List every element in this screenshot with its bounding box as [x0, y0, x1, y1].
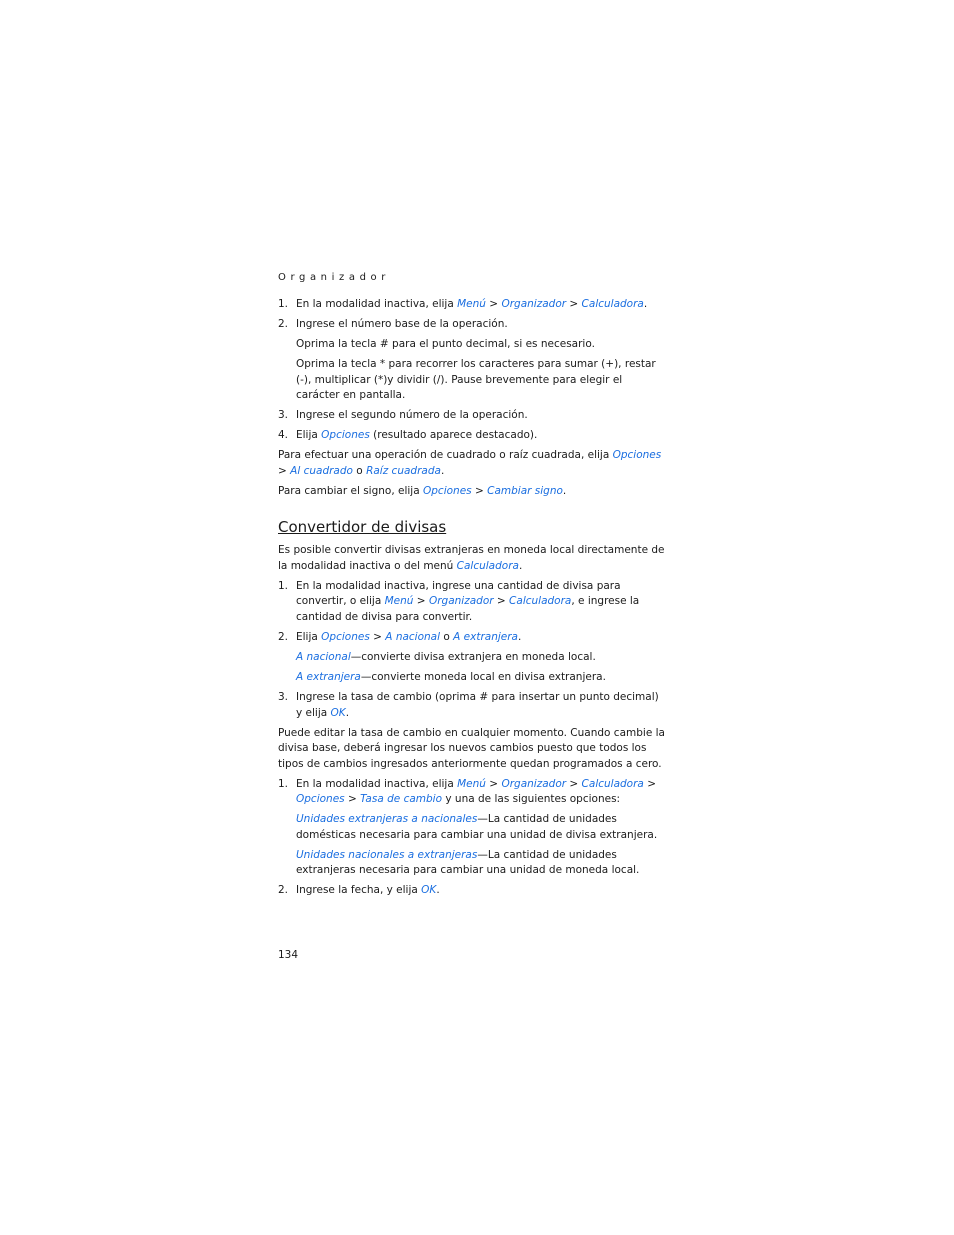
opciones-link[interactable]: Opciones [321, 429, 370, 442]
cambiar-signo-link[interactable]: Cambiar signo [487, 484, 563, 497]
opciones-link[interactable]: Opciones [321, 631, 370, 644]
calculadora-link[interactable]: Calculadora [581, 777, 644, 790]
paragraph: Es posible convertir divisas extranjeras en moneda local directamente de la modalidad inactiva o del menú Calculadora. [278, 544, 665, 572]
calculadora-link[interactable]: Calculadora [509, 595, 572, 608]
opciones-link[interactable]: Opciones [612, 449, 662, 462]
list-item: 2. Elija Opciones > A nacional o A extranjera. [278, 631, 522, 644]
menu-link[interactable]: Menú [457, 298, 486, 310]
list-item: 1. En la modalidad inactiva, elija Menú > Organizador > Calculadora. [278, 298, 648, 310]
option-description: A extranjera—convierte moneda local en divisa extranjera. [296, 670, 606, 683]
raiz-cuadrada-link[interactable]: Raíz cuadrada [366, 464, 441, 477]
list-item: 3. Ingrese la tasa de cambio (oprima # para insertar un punto decimal) y elija OK. [278, 690, 659, 719]
extranjeras-a-nacionales-link[interactable]: Unidades extranjeras a nacionales [296, 813, 478, 826]
organizador-link[interactable]: Organizador [428, 595, 494, 608]
page-content [278, 270, 668, 903]
tasa-de-cambio-link[interactable]: Tasa de cambio [360, 793, 443, 806]
opciones-link[interactable]: Opciones [423, 484, 472, 497]
a-extranjera-link[interactable]: A extranjera [453, 631, 518, 644]
menu-link[interactable]: Menú [457, 777, 486, 790]
organizador-link[interactable]: Organizador [501, 298, 567, 310]
nacionales-a-extranjeras-link[interactable]: Unidades nacionales a extranjeras [296, 848, 478, 861]
chapter-header: Organizador [278, 272, 390, 283]
paragraph: Para efectuar una operación de cuadrado o raíz cuadrada, elija Opciones > Al cuadrado o Raíz cuadrada. [278, 449, 662, 477]
organizador-link[interactable]: Organizador [501, 777, 567, 790]
menu-link[interactable]: Menú [384, 595, 414, 608]
option-description: A nacional—convierte divisa extranjera en moneda local. [296, 651, 596, 663]
page-number: 134 [278, 949, 299, 961]
ok-link[interactable]: OK [330, 706, 346, 719]
paragraph: Para cambiar el signo, elija Opciones > Cambiar signo. [278, 484, 567, 497]
opciones-link[interactable]: Opciones [296, 793, 345, 806]
section-title: Convertidor de divisas [278, 518, 447, 537]
list-item: 1. En la modalidad inactiva, ingrese una cantidad de divisa para convertir, o elija Menú > Organizador > Calculadora, e ingrese la cantidad de divisa para convertir. [278, 579, 640, 624]
option-description: Unidades nacionales a extranjeras—La cantidad de unidades extranjeras necesaria para cambiar una unidad de moneda local. [296, 848, 640, 877]
paragraph: Puede editar la tasa de cambio en cualquier momento. Cuando cambie la divisa base, deberá ingresar los nuevos cambios puesto que todos los tipos de cambios ingresados anteriormente quedan programados a cero. [278, 726, 665, 770]
calculadora-link[interactable]: Calculadora [581, 298, 644, 310]
list-item: 4. Elija Opciones (resultado aparece destacado). [278, 429, 538, 442]
calculadora-link[interactable]: Calculadora [456, 559, 519, 572]
list-item: 3. Ingrese el segundo número de la operación. [278, 409, 528, 422]
list-item: 1. En la modalidad inactiva, elija Menú > Organizador > Calculadora > Opciones > Tasa de cambio y una de las siguientes opciones: [278, 777, 656, 806]
step-note: Oprima la tecla # para el punto decimal, si es necesario. [296, 337, 595, 350]
step-note: Oprima la tecla * para recorrer los caracteres para sumar (+), restar (-), multiplicar (*)y dividir (/). Pause brevemente para elegir el carácter en pantalla. [296, 357, 656, 402]
al-cuadrado-link[interactable]: Al cuadrado [290, 464, 353, 477]
a-nacional-link[interactable]: A nacional [296, 651, 351, 663]
list-item: 2. Ingrese el número base de la operación. [278, 317, 508, 330]
ok-link[interactable]: OK [421, 884, 437, 897]
a-nacional-link[interactable]: A nacional [385, 631, 441, 644]
list-item: 2. Ingrese la fecha, y elija OK. [278, 884, 440, 897]
a-extranjera-link[interactable]: A extranjera [296, 670, 361, 683]
option-description: Unidades extranjeras a nacionales—La cantidad de unidades domésticas necesaria para cambiar una unidad de divisa extranjera. [296, 813, 658, 841]
